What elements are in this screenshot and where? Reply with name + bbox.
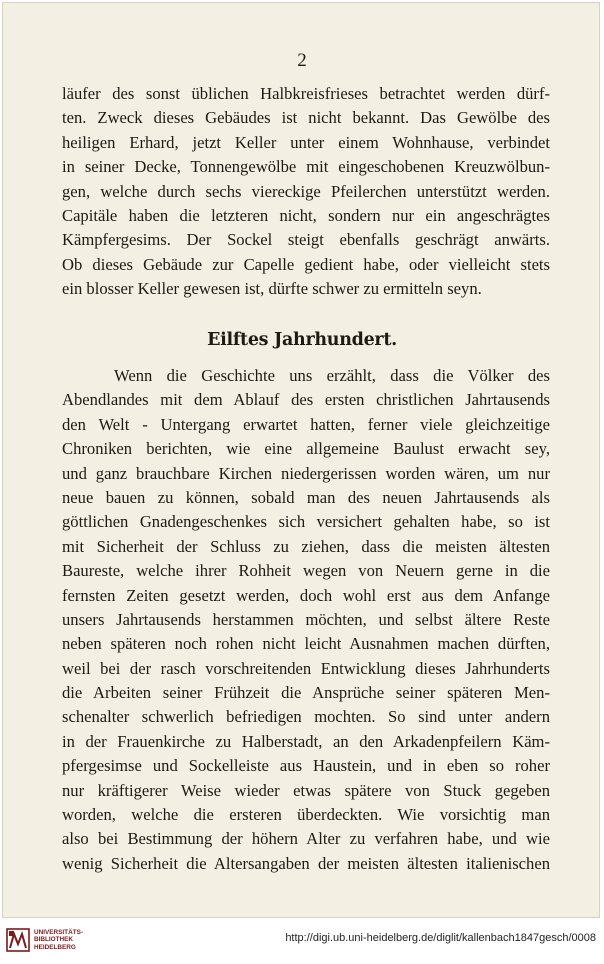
text-line: läufer des sonst üblichen Halbkreisfrieses betrachtet werden dürf- <box>62 84 550 103</box>
heidelberg-library-logo-icon <box>6 928 30 952</box>
text-line: also bei Bestimmung der höhern Alter zu verfahren habe, und wie <box>62 829 550 849</box>
text-line: Chroniken berichten, wie eine allgemeine Baulust erwacht sey, <box>62 439 550 459</box>
text-line: die Arbeiten seiner Frühzeit die Ansprüche seiner späteren Men- <box>62 683 550 703</box>
text-line: neue bauen zu können, sobald man des neuen Jahrtausends als <box>62 487 550 507</box>
text-line: worden, welche die ersteren überdeckten. Wie vorsichtig man <box>62 805 550 825</box>
text-line: Abendlandes mit dem Ablauf des ersten christlichen Jahrtausends <box>62 390 550 410</box>
library-name-line1: UNIVERSITÄTS- <box>34 929 83 936</box>
library-name-line2: BIBLIOTHEK <box>34 936 74 944</box>
section-heading: Eilftes Jahrhundert. <box>207 330 397 350</box>
footer-bar <box>0 918 604 964</box>
text-line: schenalter schwerlich befriedigen mochten. So sind unter andern <box>62 707 550 727</box>
text-line: Kämpfergesims. Der Sockel steigt ebenfalls geschrägt anwärts. <box>62 230 550 250</box>
text-line: Baureste, welche ihrer Rohheit wegen von Neuern gerne in die <box>62 561 550 581</box>
paragraph-main <box>62 364 550 876</box>
text-line: pfergesimse und Sockelleiste aus Haustein, und in eben so roher <box>62 756 550 776</box>
text-line: Capitäle haben die letzteren nicht, sondern nur ein angeschrägtes <box>62 205 550 225</box>
library-name-line3: HEIDELBERG <box>34 943 76 951</box>
text-line: mit Sicherheit der Schluss zu ziehen, dass die meisten ältesten <box>62 536 550 556</box>
text-line: neben späteren noch rohen nicht leicht Ausnahmen machen dürften, <box>62 634 550 654</box>
text-line: heiligen Erhard, jetzt Keller unter einem Wohnhause, verbindet <box>62 132 550 152</box>
text-line: nur kräftigerer Weise wieder etwas spätere von Stuck gegeben <box>62 780 550 800</box>
library-name <box>34 929 83 951</box>
text-line: in der Frauenkirche zu Halberstadt, an den Arkadenpfeilern Käm- <box>62 731 550 751</box>
text-line: in seiner Decke, Tonnengewölbe mit eingeschobenen Kreuzwölbun- <box>62 157 550 177</box>
text-line: weil bei der rasch vorschreitenden Entwicklung dieses Jahrhunderts <box>62 658 550 678</box>
source-url-link[interactable]: http://digi.ub.uni-heidelberg.de/diglit/kallenbach1847gesch/0008 <box>285 932 596 944</box>
text-line: ein blosser Keller gewesen ist, dürfte schwer zu ermitteln seyn. <box>62 279 482 299</box>
text-line: und ganz brauchbare Kirchen niedergerissen worden wären, um nur <box>62 463 550 483</box>
text-line: Ob dieses Gebäude zur Capelle gedient habe, oder vielleicht stets <box>62 254 550 274</box>
text-line: Wenn die Geschichte uns erzählt, dass die Völker des <box>114 366 550 385</box>
text-line: fernsten Zeiten gesetzt werden, doch wohl erst aus dem Anfange <box>62 585 550 605</box>
text-line: den Welt - Untergang erwartet hatten, ferner viele gleichzeitige <box>62 414 550 434</box>
text-line: wenig Sicherheit die Altersangaben der meisten ältesten italienischen <box>62 853 550 873</box>
paragraph-intro <box>62 82 550 302</box>
page-number: 2 <box>297 50 307 71</box>
text-line: göttlichen Gnadengeschenkes sich versichert gehalten habe, so ist <box>62 512 550 532</box>
text-line: gen, welche durch sechs viereckige Pfeilerchen unterstützt werden. <box>62 181 550 201</box>
text-line: unsers Jahrtausends herstammen möchten, und selbst ältere Reste <box>62 609 550 629</box>
text-line: ten. Zweck dieses Gebäudes ist nicht bekannt. Das Gewölbe des <box>62 108 550 128</box>
